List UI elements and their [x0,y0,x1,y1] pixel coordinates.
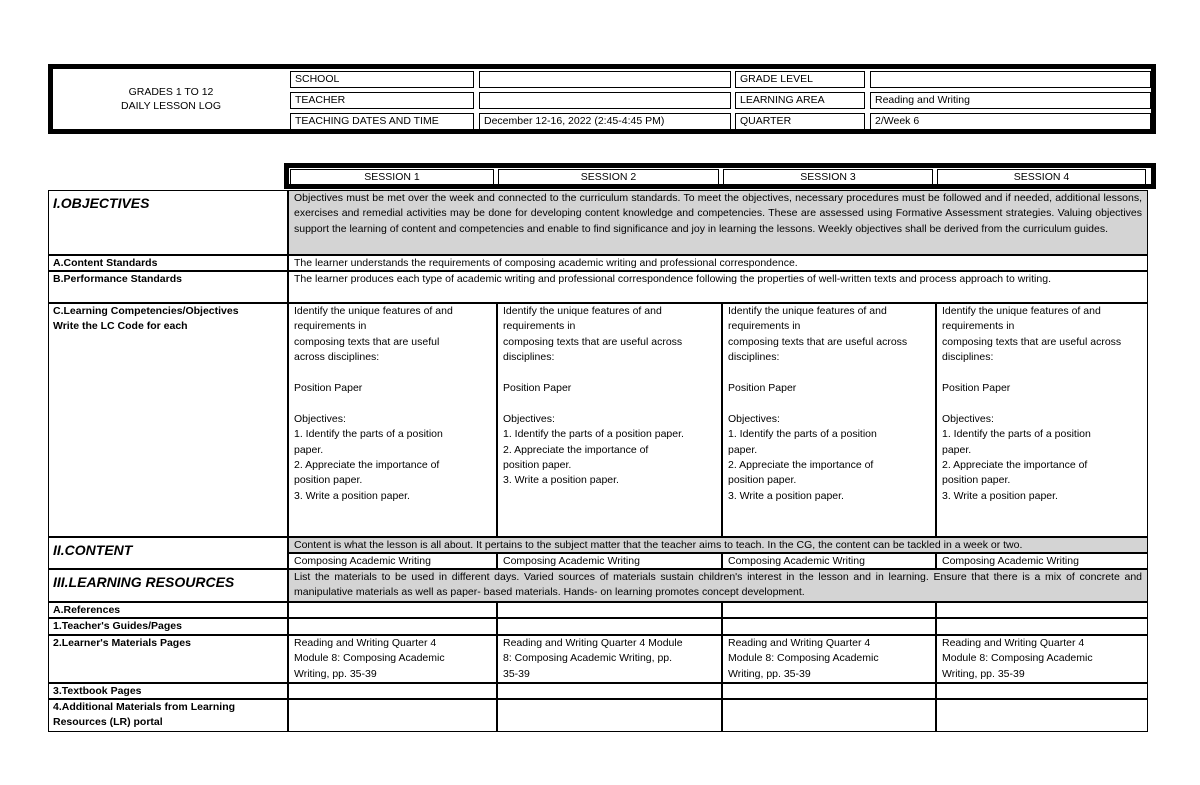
performance-standards-label: B.Performance Standards [48,271,288,303]
teachers-guide-session-4[interactable] [936,618,1148,635]
resources-heading: III.LEARNING RESOURCES [48,569,288,602]
content-heading: II.CONTENT [48,537,288,569]
content-session-3: Composing Academic Writing [722,553,936,569]
teacher-label: TEACHER [290,92,474,109]
additional-materials-label-line-2: Resources (LR) portal [53,716,163,728]
competencies-label-line-1: C.Learning Competencies/Objectives [53,305,239,317]
teachers-guide-session-3[interactable] [722,618,936,635]
title-line-1: GRADES 1 TO 12 [128,86,214,98]
session-2-header: SESSION 2 [498,169,719,185]
school-label: SCHOOL [290,71,474,88]
title-line-2: DAILY LESSON LOG [121,100,221,112]
teachers-guide-session-2[interactable] [497,618,722,635]
competency-session-3: Identify the unique features of and requirements in composing texts that are useful across disciplines: Position Paper Objectives: 1. Identify the parts of a position paper. 2. Appreciate the importance of position paper. 3. Write a position paper. [722,303,936,537]
session-3-header: SESSION 3 [723,169,933,185]
quarter-label: QUARTER [735,113,865,130]
school-field[interactable] [479,71,731,88]
learners-materials-session-4: Reading and Writing Quarter 4 Module 8: Composing Academic Writing, pp. 35-39 [936,635,1148,683]
additional-materials-label-line-1: 4.Additional Materials from Learning [53,701,236,713]
grade-level-field[interactable] [870,71,1151,88]
objectives-note: Objectives must be met over the week and connected to the curriculum standards. To meet the objectives, necessary procedures must be followed and if needed, additional lessons, exercises and remedial activities may be done for developing content knowledge and competencies. These are assessed using Formative Assessment strategies. Valuing objectives support the learning of content and competencies and enable to find significance and joy in learning the lessons. Weekly objectives shall be derived from the curriculum guides. [288,190,1148,255]
log-title [53,69,289,129]
competency-session-2: Identify the unique features of and requirements in composing texts that are useful across disciplines: Position Paper Objectives: 1. Identify the parts of a position paper. 2. Appreciate the importance of position paper. 3. Write a position paper. [497,303,722,537]
performance-standards-value: The learner produces each type of academic writing and professional correspondence following the properties of well-written texts and process approach to writing. [288,271,1148,303]
textbook-pages-session-4[interactable] [936,683,1148,699]
teaching-dates-label: TEACHING DATES AND TIME [290,113,474,130]
teaching-dates-field[interactable]: December 12-16, 2022 (2:45-4:45 PM) [479,113,731,130]
quarter-field[interactable]: 2/Week 6 [870,113,1151,130]
session-1-header: SESSION 1 [290,169,494,185]
content-session-4: Composing Academic Writing [936,553,1148,569]
additional-materials-session-4[interactable] [936,699,1148,732]
references-session-4[interactable] [936,602,1148,618]
teachers-guide-label: 1.Teacher's Guides/Pages [48,618,288,635]
references-session-1[interactable] [288,602,497,618]
content-session-2: Composing Academic Writing [497,553,722,569]
additional-materials-session-3[interactable] [722,699,936,732]
grade-level-label: GRADE LEVEL [735,71,865,88]
textbook-pages-label: 3.Textbook Pages [48,683,288,699]
teachers-guide-session-1[interactable] [288,618,497,635]
teacher-field[interactable] [479,92,731,109]
content-standards-value: The learner understands the requirements of composing academic writing and professional correspondence. [288,255,1148,271]
learning-area-field[interactable]: Reading and Writing [870,92,1151,109]
textbook-pages-session-1[interactable] [288,683,497,699]
header-block [48,64,1156,134]
resources-note: List the materials to be used in different days. Varied sources of materials sustain children's interest in the lesson and in learning. Ensure that there is a mix of concrete and manipulative materials as well as paper- based materials. Hands- on learning promotes concept development. [288,569,1148,602]
references-session-2[interactable] [497,602,722,618]
content-note: Content is what the lesson is all about. It pertains to the subject matter that the teacher aims to teach. In the CG, the content can be tackled in a week or two. [288,537,1148,553]
competency-session-1: Identify the unique features of and requirements in composing texts that are useful across disciplines: Position Paper Objectives: 1. Identify the parts of a position paper. 2. Appreciate the importance of position paper. 3. Write a position paper. [288,303,497,537]
additional-materials-session-1[interactable] [288,699,497,732]
learners-materials-label: 2.Learner's Materials Pages [48,635,288,683]
competencies-label-line-2: Write the LC Code for each [53,320,188,332]
learning-area-label: LEARNING AREA [735,92,865,109]
competencies-label [48,303,288,537]
sessions-header [284,163,1156,189]
references-session-3[interactable] [722,602,936,618]
learners-materials-session-2: Reading and Writing Quarter 4 Module 8: Composing Academic Writing, pp. 35-39 [497,635,722,683]
references-label: A.References [48,602,288,618]
objectives-heading: I.OBJECTIVES [48,190,288,255]
session-4-header: SESSION 4 [937,169,1146,185]
content-session-1: Composing Academic Writing [288,553,497,569]
learners-materials-session-3: Reading and Writing Quarter 4 Module 8: Composing Academic Writing, pp. 35-39 [722,635,936,683]
competency-session-4: Identify the unique features of and requirements in composing texts that are useful across disciplines: Position Paper Objectives: 1. Identify the parts of a position paper. 2. Appreciate the importance of position paper. 3. Write a position paper. [936,303,1148,537]
additional-materials-label [48,699,288,732]
textbook-pages-session-3[interactable] [722,683,936,699]
additional-materials-session-2[interactable] [497,699,722,732]
textbook-pages-session-2[interactable] [497,683,722,699]
learners-materials-session-1: Reading and Writing Quarter 4 Module 8: Composing Academic Writing, pp. 35-39 [288,635,497,683]
content-standards-label: A.Content Standards [48,255,288,271]
